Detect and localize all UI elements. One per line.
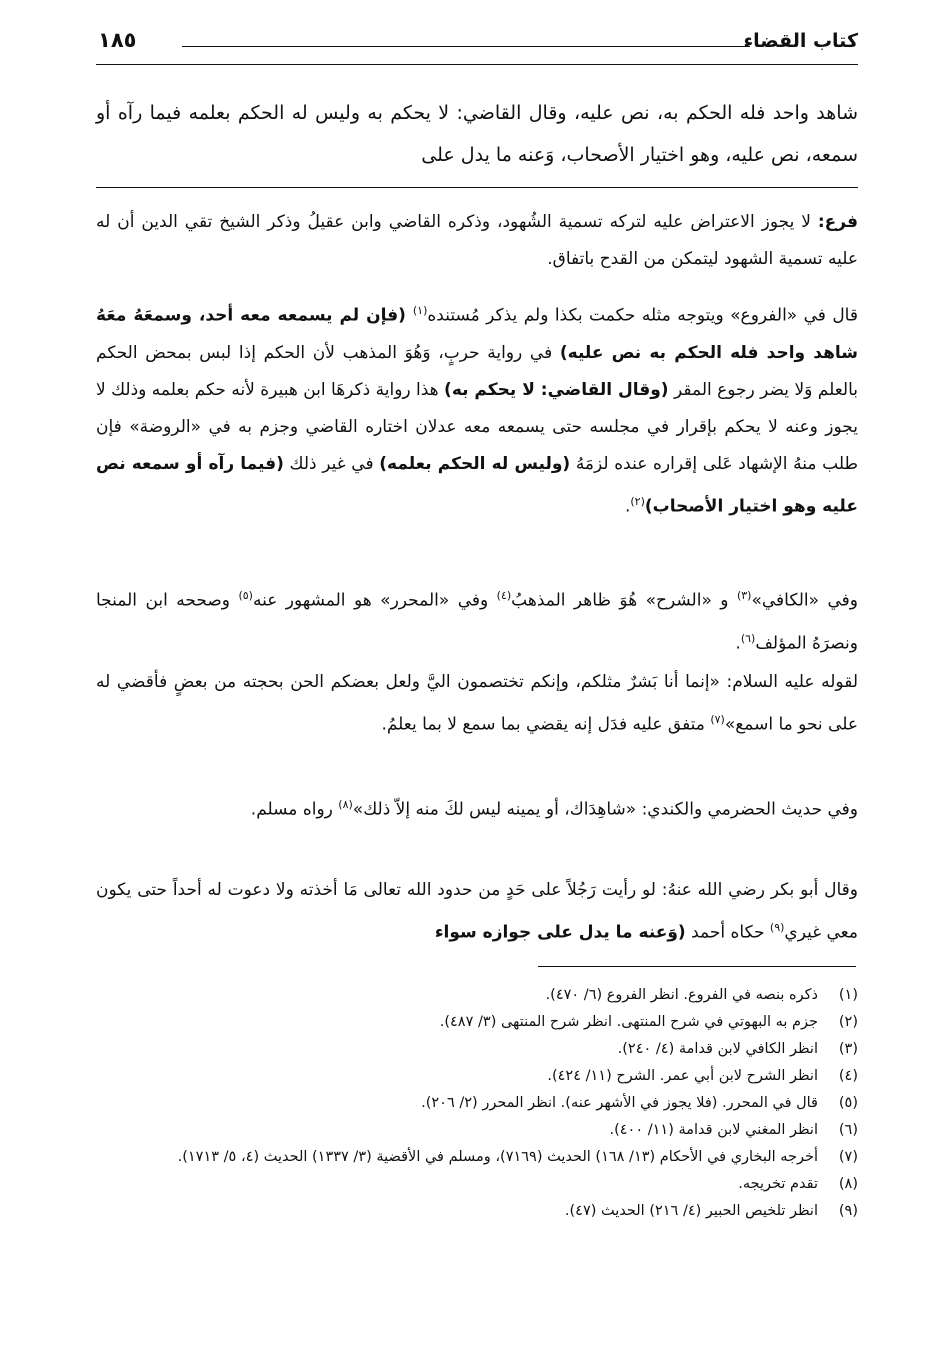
footnote-number: (٣): [838, 1041, 858, 1057]
footnote-number: (٢): [838, 1014, 858, 1030]
footnote: [96, 1063, 858, 1090]
footnote-ref[interactable]: (١): [412, 304, 428, 317]
footnote-number: (٤): [838, 1068, 858, 1084]
footnote-ref[interactable]: (٧): [710, 713, 725, 726]
footnotes-list: [96, 982, 858, 1225]
paragraph-text: قال في «الفروع» ويتوجه مثله حكمت بكذا ولم يذكر مُستنده: [427, 305, 858, 326]
paragraph-text: متفق عليه فدَل إنه يقضي بما سمع لا بما يعلمُ.: [381, 714, 711, 735]
commentary-paragraph: [96, 664, 858, 744]
header-divider: [96, 64, 858, 65]
matn-quote: (فيما رآه أو سمعه نص عليه وهو اختيار الأصحاب): [96, 453, 858, 517]
footnote-text: جزم به البهوتي في شرح المنتهى. انظر شرح المنتهى (٣/ ٤٨٧).: [439, 1014, 818, 1030]
paragraph-text: رواه مسلم.: [250, 799, 339, 820]
footnote-number: (٩): [838, 1203, 858, 1219]
footnote-text: تقدم تخريجه.: [738, 1176, 818, 1192]
footnote-number: (١): [838, 987, 858, 1003]
matn-quote: (وَعنه ما يدل على جوازه سواء: [434, 922, 686, 943]
page-header: [96, 26, 858, 60]
paragraph-text: في رواية حربٍ، وَهُوَ المذهب لأن الحكم إذا لبس بمحض الحكم بالعلم وَلا يضر رجوع المقر: [96, 342, 858, 400]
paragraph-text: .: [735, 633, 741, 654]
footnote-text: أخرجه البخاري في الأحكام (١٣/ ١٦٨) الحديث (٧١٦٩)، ومسلم في الأقضية (٣/ ١٣٣٧) الحديث (٤، ٥/ ١٧١٣).: [177, 1149, 818, 1165]
matn-divider: [96, 187, 858, 188]
matn-quote: (فإن لم يسمعه معه أحد، وسمعَهُ معَهُ شاهد واحد فله الحكم به نص عليه): [96, 305, 858, 363]
commentary-paragraph: [96, 292, 858, 525]
page-number: ١٨٥: [98, 28, 137, 52]
paragraph-text: .: [624, 496, 631, 517]
footnote-ref[interactable]: (٦): [740, 631, 756, 645]
footnote: [96, 1009, 858, 1036]
footnote-ref[interactable]: (٤): [496, 589, 512, 602]
paragraph-text: لقوله عليه السلام: «إنما أنا بَشرٌ مثلكم، وإنكم تختصمون اليَّ ولعل بعضكم الحن بحجته من بعضٍ فأقضي له على نحو ما اسمع»: [96, 672, 858, 735]
branch-label: فرع:: [817, 212, 858, 232]
footnote: [96, 1117, 858, 1144]
commentary-paragraph: [96, 872, 858, 952]
footnote-number: (٦): [838, 1122, 858, 1138]
footnote-ref[interactable]: (٨): [338, 798, 353, 811]
footnote-separator: [538, 966, 856, 967]
footnote-ref[interactable]: (٥): [238, 589, 253, 602]
footnote: [96, 1036, 858, 1063]
footnote-text: ذكره بنصه في الفروع. انظر الفروع (٦/ ٤٧٠).: [545, 987, 818, 1003]
paragraph-text: وقال أبو بكر رضي الله عنهُ: لو رأيت رَجُلاً على حَدٍ من حدود الله تعالى مَا أخذته ولا دعوت له أحداً حتى يكون معي غيري: [96, 880, 858, 943]
matn-quote: (وليس له الحكم بعلمه): [379, 453, 571, 474]
paragraph-text: وفي «الكافي»: [751, 590, 858, 611]
footnote-text: انظر تلخيص الحبير (٤/ ٢١٦) الحديث (٤٧).: [564, 1203, 818, 1219]
commentary-paragraph: [96, 786, 858, 829]
running-title: كتاب القضاء: [743, 30, 858, 52]
matn-quote: (وقال القاضي: لا يحكم به): [444, 379, 669, 400]
footnote: [96, 1090, 858, 1117]
paragraph-text: وفي حديث الحضرمي والكندي: «شاهِدَاك، أو يمينه ليس لكَ منه إلاّ ذلك»: [352, 799, 858, 820]
footnote: [96, 1198, 858, 1225]
footnote: [96, 1144, 858, 1171]
paragraph-text: حكاه أحمد: [685, 922, 770, 943]
paragraph-text: لا يجوز الاعتراض عليه لتركه تسمية الشُهود، وذكره القاضي وابن عقيلُ وذكر الشيخ تقي الدين أن له عليه تسمية الشهود ليتمكن من القدح باتفاق.: [96, 212, 858, 269]
commentary-paragraph: [96, 204, 858, 278]
paragraph-text: وفي «المحرر» هو المشهور عنه: [252, 590, 497, 611]
header-rule: [182, 46, 750, 47]
footnote-text: انظر الكافي لابن قدامة (٤/ ٢٤٠).: [617, 1041, 818, 1057]
commentary-paragraph: [96, 577, 858, 662]
footnote-text: قال في المحرر. (فلا يجوز في الأشهر عنه). انظر المحرر (٢/ ٢٠٦).: [421, 1095, 818, 1111]
footnote: [96, 1171, 858, 1198]
footnote-ref[interactable]: (٣): [736, 589, 752, 602]
paragraph-text: هذا رواية ذكرهَا ابن هبيرة لأنه حكم بعلمه وذلك لا يجوز وعنه لا يحكم بإقرار في مجلسه حتى يسمعه معه عدلان اختاره القاضي وجزم به في «الروضة» فإن طلب منهُ الإشهاد عَلى إقراره عنده لزمَهُ: [96, 379, 859, 474]
paragraph-text: في غير ذلك: [283, 453, 380, 474]
footnote-ref[interactable]: (٢): [630, 494, 645, 508]
matn-text: شاهد واحد فله الحكم به، نص عليه، وقال القاضي: لا يحكم به وليس له الحكم بعلمه فيما رآه أو سمعه، نص عليه، وهو اختيار الأصحاب، وَعنه ما يدل على: [96, 102, 858, 166]
footnote-number: (٥): [838, 1095, 858, 1111]
paragraph-text: و «الشرح» هُوَ ظاهر المذهبُ: [511, 590, 737, 611]
footnote-text: انظر الشرح لابن أبي عمر. الشرح (١١/ ٤٢٤).: [547, 1068, 818, 1084]
paragraph-text: وصححه ابن المنجا ونصرَهُ المؤلف: [96, 590, 858, 654]
footnote: [96, 982, 858, 1009]
footnote-text: انظر المغني لابن قدامة (١١/ ٤٠٠).: [609, 1122, 818, 1138]
footnote-number: (٨): [838, 1176, 858, 1192]
footnote-number: (٧): [838, 1149, 858, 1165]
footnote-ref[interactable]: (٩): [769, 921, 785, 934]
